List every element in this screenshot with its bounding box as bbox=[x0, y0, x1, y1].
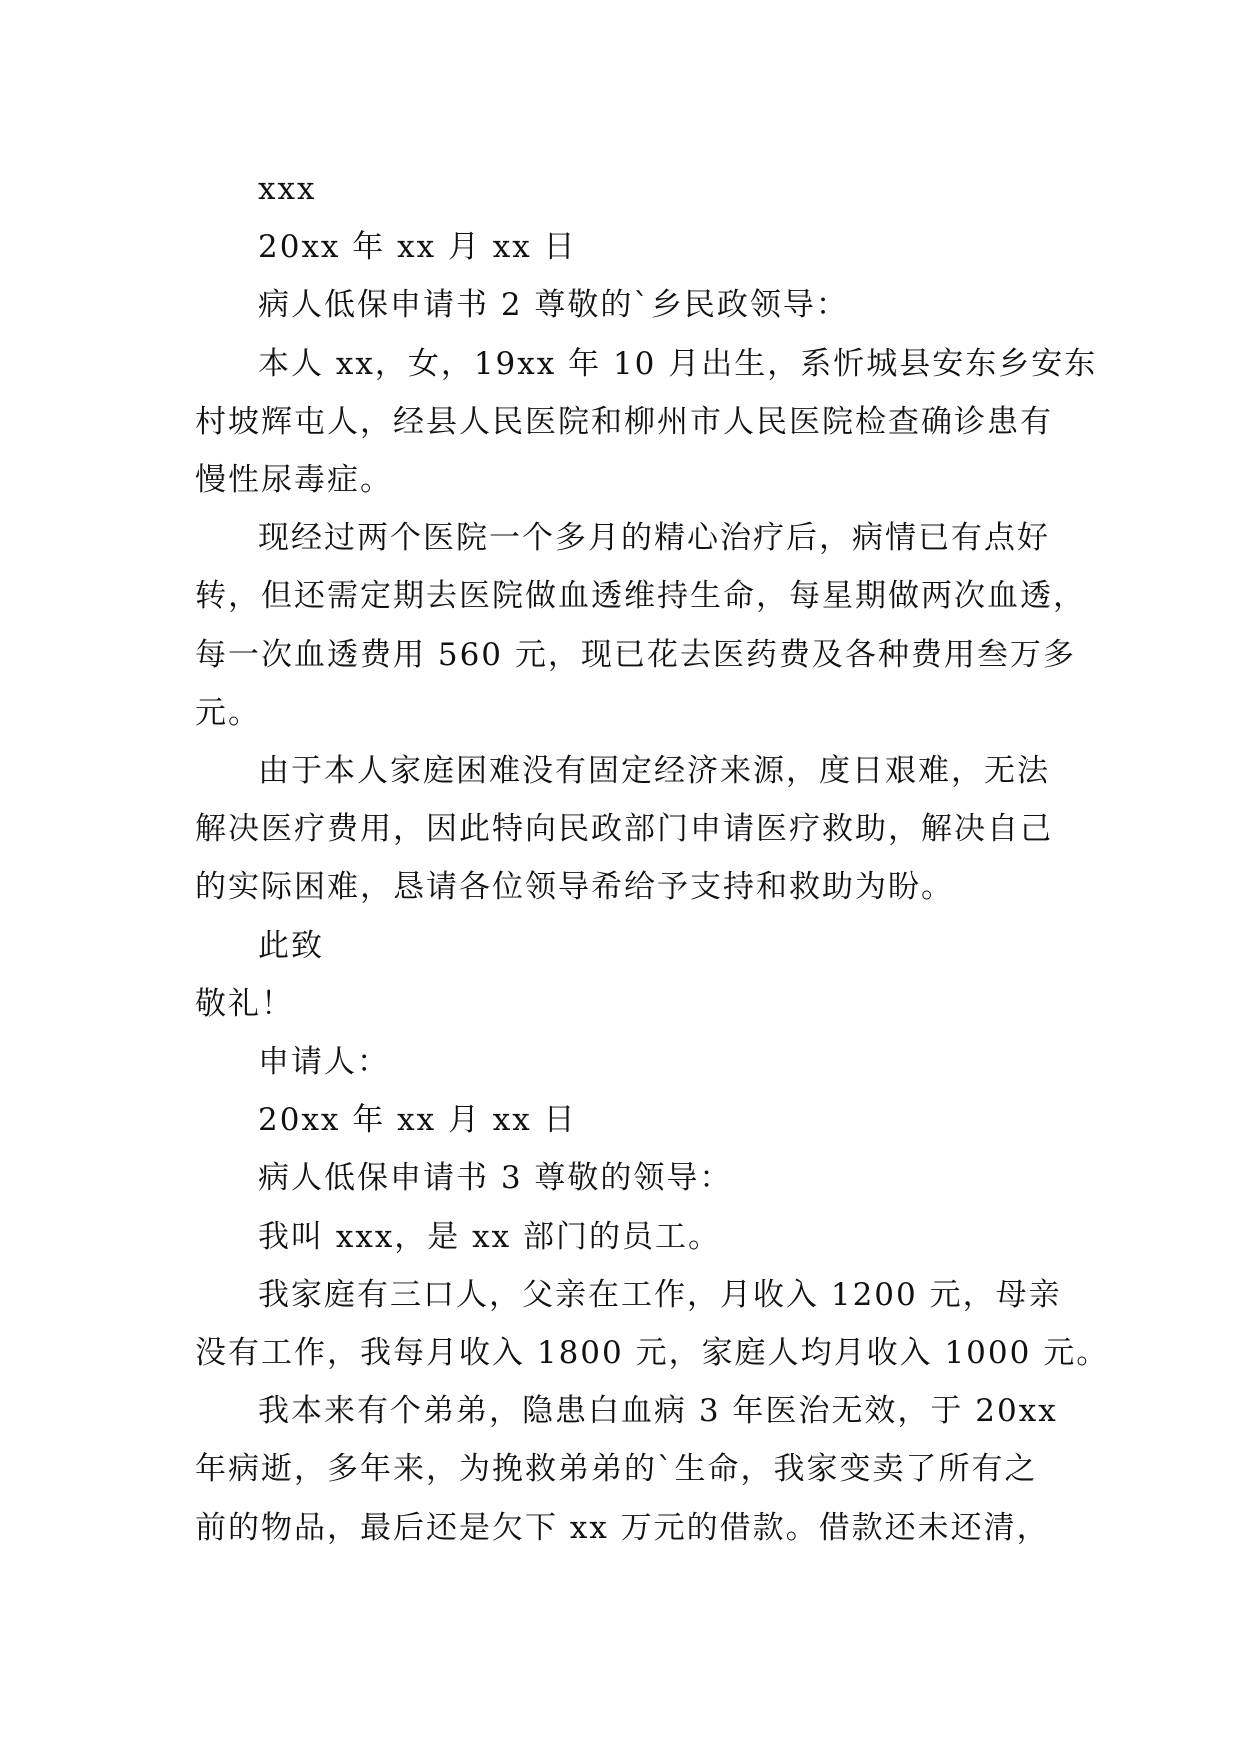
text-line: 元。 bbox=[195, 694, 261, 731]
text-line: 转，但还需定期去医院做血透维持生命，每星期做两次血透， bbox=[195, 578, 1086, 615]
text-line: 年病逝，多年来，为挽救弟弟的`生命，我家变卖了所有之 bbox=[195, 1451, 1038, 1488]
text-line: 我家庭有三口人，父亲在工作，月收入 1200 元，母亲 bbox=[258, 1276, 1062, 1313]
text-line: 的实际困难，恳请各位领导希给予支持和救助为盼。 bbox=[195, 869, 954, 906]
text-line: 前的物品，最后还是欠下 xx 万元的借款。借款还未还清， bbox=[195, 1509, 1050, 1546]
text-line: 每一次血透费用 560 元，现已花去医药费及各种费用叁万多 bbox=[195, 636, 1076, 673]
text-line: 解决医疗费用，因此特向民政部门申请医疗救助，解决自己 bbox=[195, 811, 1053, 848]
text-line: 病人低保申请书 2 尊敬的`乡民政领导： bbox=[258, 287, 849, 324]
text-line: 敬礼！ bbox=[195, 985, 294, 1022]
text-line: 20xx 年 xx 月 xx 日 bbox=[258, 1102, 577, 1139]
text-line: xxx bbox=[258, 171, 317, 207]
text-line: 申请人： bbox=[258, 1044, 390, 1081]
text-line: 村坡辉屯人，经县人民医院和柳州市人民医院检查确诊患有 bbox=[195, 403, 1053, 440]
text-line: 现经过两个医院一个多月的精心治疗后，病情已有点好 bbox=[258, 520, 1050, 557]
text-line: 此致 bbox=[258, 927, 324, 964]
text-line: 本人 xx，女，19xx 年 10 月出生，系忻城县安东乡安东 bbox=[258, 345, 1098, 382]
text-line: 病人低保申请书 3 尊敬的领导： bbox=[258, 1160, 733, 1197]
text-line: 我叫 xxx，是 xx 部门的员工。 bbox=[258, 1218, 721, 1255]
text-line: 由于本人家庭困难没有固定经济来源，度日艰难，无法 bbox=[258, 753, 1050, 790]
text-line: 慢性尿毒症。 bbox=[195, 462, 393, 499]
document-body bbox=[195, 160, 1110, 1557]
text-line: 我本来有个弟弟，隐患白血病 3 年医治无效，于 20xx bbox=[258, 1393, 1058, 1430]
text-line: 20xx 年 xx 月 xx 日 bbox=[258, 229, 577, 266]
text-line: 没有工作，我每月收入 1800 元，家庭人均月收入 1000 元。 bbox=[195, 1335, 1110, 1372]
